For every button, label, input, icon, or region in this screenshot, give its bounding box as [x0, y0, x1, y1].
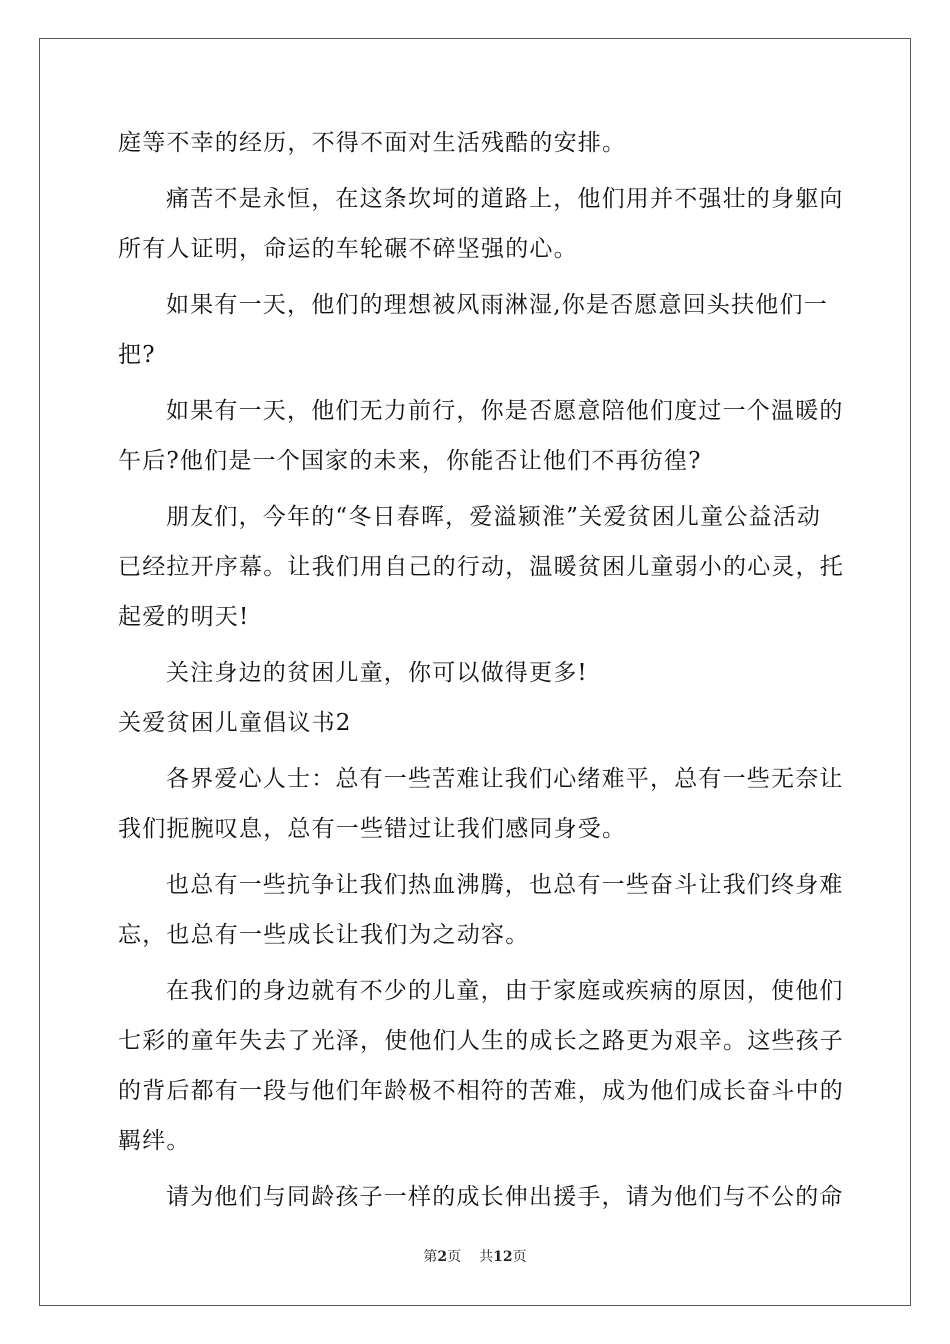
page-prefix: 第: [423, 1249, 438, 1265]
text-line: 所有人证明，命运的车轮碾不碎坚强的心。: [118, 236, 578, 262]
paragraph-first-line: 也总有一些抗争让我们热血沸腾，也总有一些奋斗让我们终身难: [166, 872, 844, 898]
paragraph-first-line: 在我们的身边就有不少的儿童，由于家庭或疾病的原因，使他们: [166, 978, 844, 1004]
paragraph-first-line: 朋友们，今年的“冬日春晖，爱溢颍淮”关爱贫困儿童公益活动: [166, 504, 822, 530]
text-line: 我们扼腕叹息，总有一些错过让我们感同身受。: [118, 816, 627, 842]
text-line: 午后?他们是一个国家的未来，你能否让他们不再彷徨?: [118, 448, 702, 474]
text-line: 起爱的明天!: [118, 604, 250, 630]
text-line: 七彩的童年失去了光泽，使他们人生的成长之路更为艰辛。这些孩子: [118, 1028, 844, 1054]
text-line: 忘，也总有一些成长让我们为之动容。: [118, 922, 530, 948]
text-line: 庭等不幸的经历，不得不面对生活残酷的安排。: [118, 130, 627, 156]
page-total: 12: [493, 1249, 513, 1265]
paragraph-first-line: 痛苦不是永恒，在这条坎坷的道路上，他们用并不强壮的身躯向: [166, 186, 844, 212]
text-line: 把?: [118, 342, 156, 368]
paragraph-first-line: 关注身边的贫困儿童，你可以做得更多!: [166, 660, 588, 686]
text-line: 羁绊。: [118, 1128, 191, 1154]
paragraph-first-line: 请为他们与同龄孩子一样的成长伸出援手，请为他们与不公的命: [166, 1184, 844, 1210]
text-line: 已经拉开序幕。让我们用自己的行动，温暖贫困儿童弱小的心灵，托: [118, 554, 844, 580]
page-suffix: 页: [447, 1249, 462, 1265]
paragraph-first-line: 如果有一天，他们无力前行，你是否愿意陪他们度过一个温暖的: [166, 398, 844, 424]
total-suffix: 页: [512, 1249, 527, 1265]
paragraph-first-line: 各界爱心人士：总有一些苦难让我们心绪难平，总有一些无奈让: [166, 766, 844, 792]
section-heading: 关爱贫困儿童倡议书2: [118, 710, 352, 736]
page-footer: [0, 1248, 950, 1266]
paragraph-first-line: 如果有一天，他们的理想被风雨淋湿,你是否愿意回头扶他们一: [166, 292, 828, 318]
text-line: 的背后都有一段与他们年龄极不相符的苦难，成为他们成长奋斗中的: [118, 1078, 844, 1104]
total-prefix: 共: [479, 1249, 494, 1265]
page-number: 2: [437, 1249, 448, 1265]
